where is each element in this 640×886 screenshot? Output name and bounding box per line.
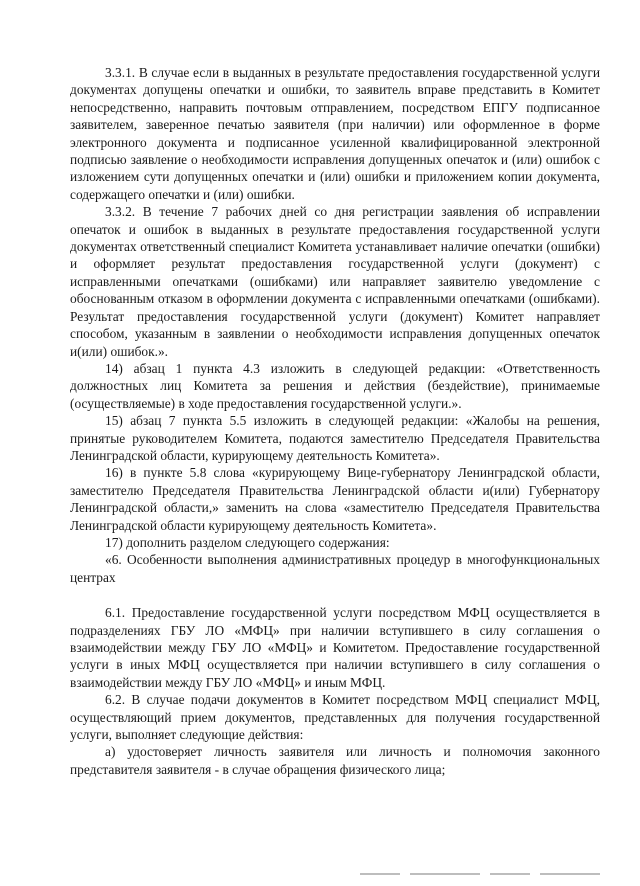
section-6-heading: «6. Особенности выполнения административных процедур в многофункциональных центрах — [70, 552, 600, 585]
paragraph-3-3-2: 3.3.2. В течение 7 рабочих дней со дня регистрации заявления об исправлении опечаток и ошибок в выданных в результате предоставления государственной услуги документах ответственный специалист Комитета устанавливает наличие опечатки (ошибки) и оформляет результат предоставления государственной услуги (документ) с исправленными опечатками (ошибками) или направляет заявителю уведомление с обоснованным отказом в оформлении документа с исправленными опечатками (ошибками). Результат предоставления государственной услуги (документ) Комитет направляет способом, указанным в заявлении о необходимости исправления допущенных опечаток и(или) ошибок.». — [70, 204, 600, 359]
paragraph-3-3-1: 3.3.1. В случае если в выданных в результате предоставления государственной услуги документах допущены опечатки и ошибки, то заявитель вправе представить в Комитет непосредственно, направить почтовым отправлением, посредством ЕПГУ подписанное заявителем, заверенное печатью заявителя (при наличии) или оформленное в форме электронного документа и подписанное усиленной квалифицированной электронной подписью заявление о необходимости исправления допущенных опечаток и (или) ошибок с изложением сути допущенных опечатки и (или) ошибки и приложением копии документа, содержащего опечатки и (или) ошибки. — [70, 65, 600, 202]
paragraph-item-17: 17) дополнить разделом следующего содержания: — [105, 534, 390, 550]
paragraph-6-2-a: а) удостоверяет личность заявителя или личность и полномочия законного представителя заявителя - в случае обращения физического лица; — [70, 744, 600, 777]
paragraph-item-14: 14) абзац 1 пункта 4.3 изложить в следующей редакции: «Ответственность должностных лиц Комитета за решения и действия (бездействие), принимаемые (осуществляемые) в ходе предоставления государственной услуги.». — [70, 360, 600, 411]
paragraph-item-15: 15) абзац 7 пункта 5.5 изложить в следующей редакции: «Жалобы на решения, принятые руководителем Комитета, подаются заместителю Председателя Правительства Ленинградской области, курирующему деятельность Комитета». — [70, 413, 600, 463]
section-gap — [70, 586, 600, 604]
paragraph-6-2: 6.2. В случае подачи документов в Комитет посредством МФЦ специалист МФЦ, осуществляющий прием документов, представленных для получения государственной услуги, выполняет следующие действия: — [70, 692, 600, 743]
scan-artifact-marks — [360, 873, 610, 877]
paragraph-item-16: 16) в пункте 5.8 слова «курирующему Вице-губернатору Ленинградской области, заместителю Председателя Правительства Ленинградской области и(или) Губернатору Ленинградской области,» заменить на слова «заместителю Председателя Правительства Ленинградской области курирующему деятельность Комитета». — [70, 465, 600, 533]
paragraph-6-1: 6.1. Предоставление государственной услуги посредством МФЦ осуществляется в подразделениях ГБУ ЛО «МФЦ» при наличии вступившего в силу соглашения о взаимодействии между ГБУ ЛО «МФЦ» и Комитетом. Предоставление государственной услуги в иных МФЦ осуществляется при наличии вступившего в силу соглашения о взаимодействии между ГБУ ЛО «МФЦ» и иным МФЦ. — [70, 605, 600, 690]
